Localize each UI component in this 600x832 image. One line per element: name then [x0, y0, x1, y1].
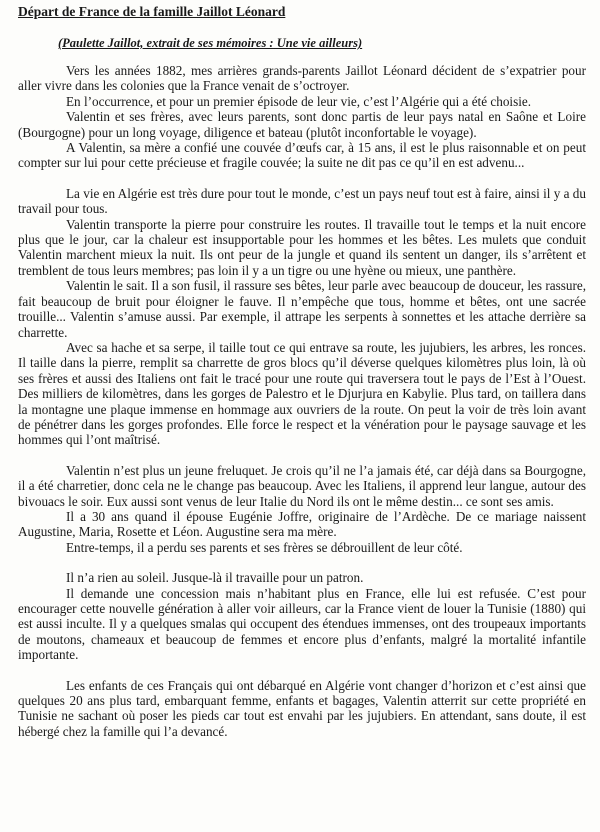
- paragraph: Vers les années 1882, mes arrières grands-parents Jaillot Léonard décident de s’expatrier pour aller vivre dans les colonies que la France venait de s’octroyer.: [18, 63, 586, 94]
- paragraph: Valentin n’est plus un jeune freluquet. Je crois qu’il ne l’a jamais été, car déjà dans sa Bourgogne, il a été charretier, donc cela ne le change pas beaucoup. Avec les Italiens, il apprend leur langue, autour des bivouacs le soir. Eux aussi sont venus de leur Italie du Nord ils ont le même destin... ce sont ses amis.: [18, 462, 586, 509]
- paragraph: Il a 30 ans quand il épouse Eugénie Joffre, originaire de l’Ardèche. De ce mariage naissent Augustine, Maria, Rosette et Léon. Augustine sera ma mère.: [18, 508, 586, 540]
- paragraph: Entre-temps, il a perdu ses parents et ses frères se débrouillent de leur côté.: [66, 539, 463, 555]
- paragraph: Valentin transporte la pierre pour construire les routes. Il travaille tout le temps et la nuit encore plus que le jour, car la chaleur est insupportable pour les hommes et les bêtes. Les mulets que conduit Valentin marchent mieux la nuit. Ils ont peur de la jungle et quand ils sentent un danger, ils s’arrêtent et tremblent de tous leurs membres; pas loin il y a un tigre ou une hyène ou mieux, une panthère.: [18, 216, 586, 278]
- paragraph: Valentin et ses frères, avec leurs parents, sont donc partis de leur pays natal en Saône et Loire (Bourgogne) pour un long voyage, diligence et bateau (plutôt inconfortable le voyage).: [18, 109, 586, 140]
- paragraph: Il demande une concession mais n’habitant plus en France, elle lui est refusée. C’est pour encourager cette nouvelle génération à aller voir ailleurs, car la France vient de louer la Tunisie (1880) qui est aussi inculte. Il y a quelques smalas qui occupent des étendues immenses, ont des troupeaux importants de moutons, chameaux et beaucoup de femmes et encore plus d’enfants, malgré la mortalité infantile importante.: [18, 585, 586, 663]
- paragraph: Valentin le sait. Il a son fusil, il rassure ses bêtes, leur parle avec beaucoup de douceur, les rassure, fait beaucoup de bruit pour éloigner le fauve. Il n’empêche que tous, homme et bêtes, ont une sacrée trouille... Valentin s’amuse aussi. Par exemple, il attrape les serpents à sonnettes et les attache derrière sa charrette.: [18, 278, 586, 340]
- paragraph: A Valentin, sa mère a confié une couvée d’œufs car, à 15 ans, il est le plus raisonnable et on peut compter sur lui pour cette précieuse et fragile couvée; la suite ne dit pas ce qu’il en est advenu...: [18, 140, 586, 171]
- paragraph: Avec sa hache et sa serpe, il taille tout ce qui entrave sa route, les jujubiers, les arbres, les ronces. Il taille dans la pierre, remplit sa charrette de gros blocs qu’il déverse quelques kilomètres plus loin, là où ses frères et aussi des Italiens ont fait le tracé pour une route qui traversera tout le pays de l’Est à l’Ouest. Des milliers de kilomètres, dans les gorges de Palestro et le Djurjura en Kabylie. Plus tard, on taillera dans la montagne une plaque immense en hommage aux ouvriers de la route. On peut la voir de très loin avant de pénétrer dans les gorges profondes. Elle force le respect et la vénération pour le paysage sauvage et les hommes qui l’ont maîtrisé.: [18, 339, 586, 448]
- document-body: [18, 63, 586, 739]
- paragraph: En l’occurrence, et pour un premier épisode de leur vie, c’est l’Algérie qui a été choisie.: [66, 93, 532, 109]
- document-subtitle: (Paulette Jaillot, extrait de ses mémoires : Une vie ailleurs): [58, 36, 363, 50]
- paragraph: Il n’a rien au soleil. Jusque-là il travaille pour un patron.: [66, 570, 364, 586]
- document-title: Départ de France de la famille Jaillot Léonard: [18, 4, 286, 19]
- paragraph: Les enfants de ces Français qui ont débarqué en Algérie vont changer d’horizon et c’est ainsi que quelques 20 ans plus tard, embarquant femme, enfants et bagages, Valentin atterrit sur cette propriété en Tunisie ne sachant où poser les pieds car tout est envahi par les jujubiers. En attendant, sans doute, il est hébergé chez la famille qui l’a devancé.: [18, 677, 586, 739]
- paragraph: La vie en Algérie est très dure pour tout le monde, c’est un pays neuf tout est à faire, ainsi il y a du travail pour tous.: [18, 185, 586, 217]
